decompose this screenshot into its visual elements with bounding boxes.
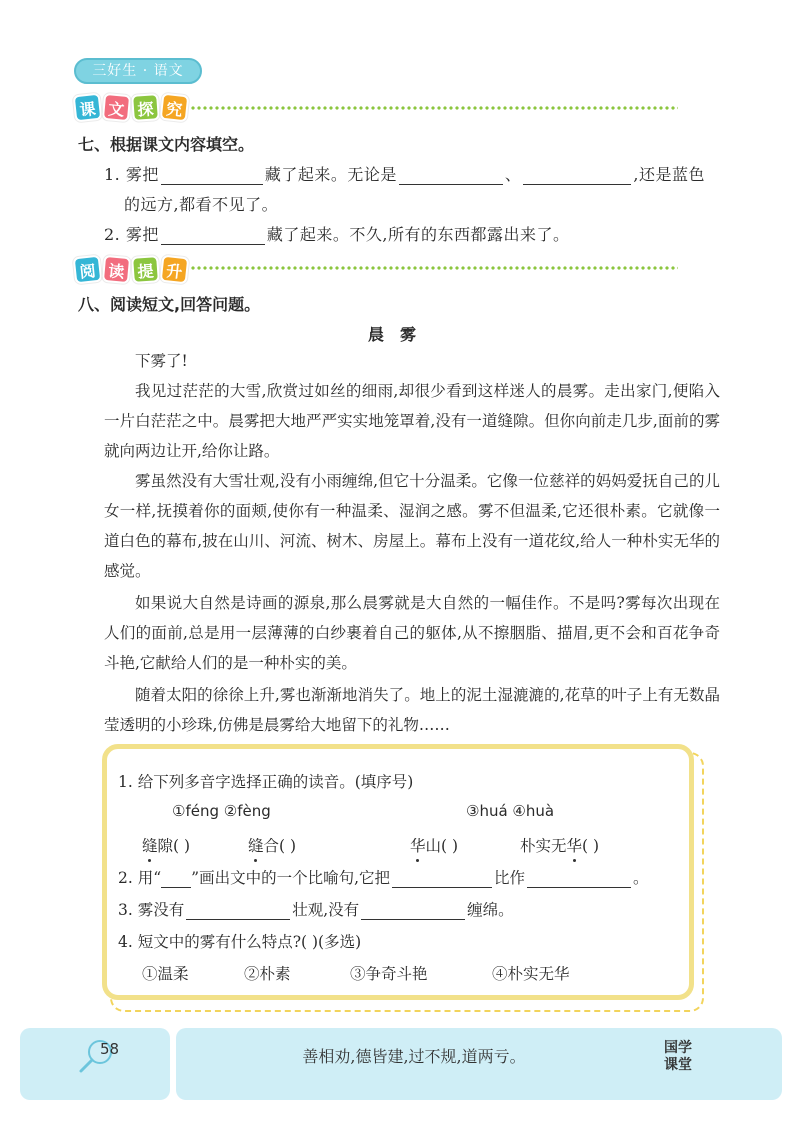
text: ( ) bbox=[582, 837, 600, 855]
dotted-divider bbox=[190, 266, 678, 270]
section-char: 升 bbox=[160, 255, 190, 285]
q7-item-2 bbox=[104, 222, 569, 245]
section-char: 提 bbox=[131, 255, 160, 284]
dotted-divider bbox=[190, 106, 678, 110]
fill-blank[interactable] bbox=[161, 167, 263, 185]
text: 缠绵。 bbox=[467, 901, 514, 919]
word-huashan[interactable] bbox=[410, 834, 458, 856]
text: 。 bbox=[633, 869, 649, 887]
text: 2. 雾把 bbox=[104, 225, 159, 244]
dotted-char: 华 bbox=[567, 834, 583, 856]
sub-question-2 bbox=[118, 866, 649, 888]
book-series-label: 三好生 · 语文 bbox=[74, 58, 202, 84]
text: 合( ) bbox=[263, 837, 297, 855]
fill-blank[interactable] bbox=[161, 227, 265, 245]
article-paragraph-2: 我见过茫茫的大雪,欣赏过如丝的细雨,却很少看到这样迷人的晨雾。走出家门,便陷入一片白茫茫之中。晨雾把大地严严实实地笼罩着,没有一道缝隙。但你向前走几步,面前的雾就向两边让开,给你让路。 bbox=[104, 382, 720, 460]
article-paragraph-1: 下雾了! bbox=[135, 352, 188, 370]
section-char: 文 bbox=[102, 93, 131, 122]
dotted-char: 华 bbox=[410, 834, 426, 856]
text: 、 bbox=[504, 165, 522, 184]
word-fenghe[interactable] bbox=[248, 834, 296, 856]
section-char: 阅 bbox=[73, 255, 103, 285]
fill-blank[interactable] bbox=[161, 870, 191, 888]
section-title-kewen-tanjiu bbox=[74, 94, 188, 122]
fill-blank[interactable] bbox=[527, 870, 631, 888]
option-2[interactable]: ②朴素 bbox=[244, 965, 291, 983]
article-title: 晨雾 bbox=[367, 325, 432, 344]
article-paragraph-4: 如果说大自然是诗画的源泉,那么晨雾就是大自然的一幅佳作。不是吗?雾每次出现在人们的面前,总是用一层薄薄的白纱裹着自己的躯体,从不擦胭脂、描眉,更不会和百花争奇斗艳,它献给人们的是一种朴实的美。 bbox=[104, 594, 720, 672]
text: 2. 用“ bbox=[118, 869, 162, 887]
section-title-yuedu-tisheng bbox=[74, 256, 188, 284]
fill-blank[interactable] bbox=[361, 902, 465, 920]
section-char: 究 bbox=[160, 93, 190, 123]
dotted-char: 缝 bbox=[248, 834, 264, 856]
fill-blank[interactable] bbox=[523, 167, 631, 185]
word-pushiwuhua[interactable] bbox=[520, 834, 599, 856]
question-8-title: 八、阅读短文,回答问题。 bbox=[78, 295, 261, 314]
text: 山( ) bbox=[425, 837, 459, 855]
q7-item-1 bbox=[104, 162, 705, 185]
section-char: 探 bbox=[131, 93, 160, 122]
pinyin-options-hua: ③huá ④huà bbox=[466, 802, 555, 820]
fill-blank[interactable] bbox=[399, 167, 503, 185]
text: 朴实无 bbox=[520, 837, 567, 855]
option-3[interactable]: ③争奇斗艳 bbox=[350, 965, 428, 983]
page-number: 58 bbox=[100, 1040, 120, 1058]
text: ”画出文中的一个比喻句,它把 bbox=[191, 869, 390, 887]
text: 隙( ) bbox=[157, 837, 191, 855]
section-char: 课 bbox=[73, 93, 103, 123]
dotted-char: 缝 bbox=[142, 834, 158, 856]
footer-brand: 国学课堂 bbox=[664, 1040, 692, 1073]
section-char: 读 bbox=[102, 255, 131, 284]
text: 1. 雾把 bbox=[104, 165, 159, 184]
article-paragraph-3: 雾虽然没有大雪壮观,没有小雨缠绵,但它十分温柔。它像一位慈祥的妈妈爱抚自己的儿女一样,抚摸着你的面颊,使你有一种温柔、湿润之感。雾不但温柔,它还很朴素。它就像一道白色的幕布,披在山川、河流、树木、房屋上。幕布上没有一道花纹,给人一种朴实无华的感觉。 bbox=[104, 472, 720, 580]
sub-question-3 bbox=[118, 898, 514, 920]
text: ,还是蓝色 bbox=[633, 165, 705, 184]
text: 3. 雾没有 bbox=[118, 901, 185, 919]
footer-motto: 善相劝,德皆建,过不规,道两亏。 bbox=[302, 1047, 526, 1066]
text: 壮观,没有 bbox=[292, 901, 360, 919]
question-7-title: 七、根据课文内容填空。 bbox=[78, 135, 255, 154]
fill-blank[interactable] bbox=[186, 902, 290, 920]
sub-question-4: 4. 短文中的雾有什么特点?( )(多选) bbox=[118, 933, 362, 951]
option-1[interactable]: ①温柔 bbox=[142, 965, 189, 983]
text: 藏了起来。不久,所有的东西都露出来了。 bbox=[266, 225, 570, 244]
sub-question-1: 1. 给下列多音字选择正确的读音。(填序号) bbox=[118, 773, 414, 791]
word-fengxi[interactable] bbox=[142, 834, 190, 856]
fill-blank[interactable] bbox=[392, 870, 492, 888]
text: 比作 bbox=[494, 869, 526, 887]
text: 藏了起来。无论是 bbox=[264, 165, 397, 184]
article-paragraph-5: 随着太阳的徐徐上升,雾也渐渐地消失了。地上的泥土湿漉漉的,花草的叶子上有无数晶莹透明的小珍珠,仿佛是晨雾给大地留下的礼物…… bbox=[104, 686, 720, 734]
pinyin-options-feng: ①féng ②fèng bbox=[172, 802, 271, 820]
q7-item-1-cont: 的远方,都看不见了。 bbox=[124, 195, 279, 214]
option-4[interactable]: ④朴实无华 bbox=[492, 965, 570, 983]
